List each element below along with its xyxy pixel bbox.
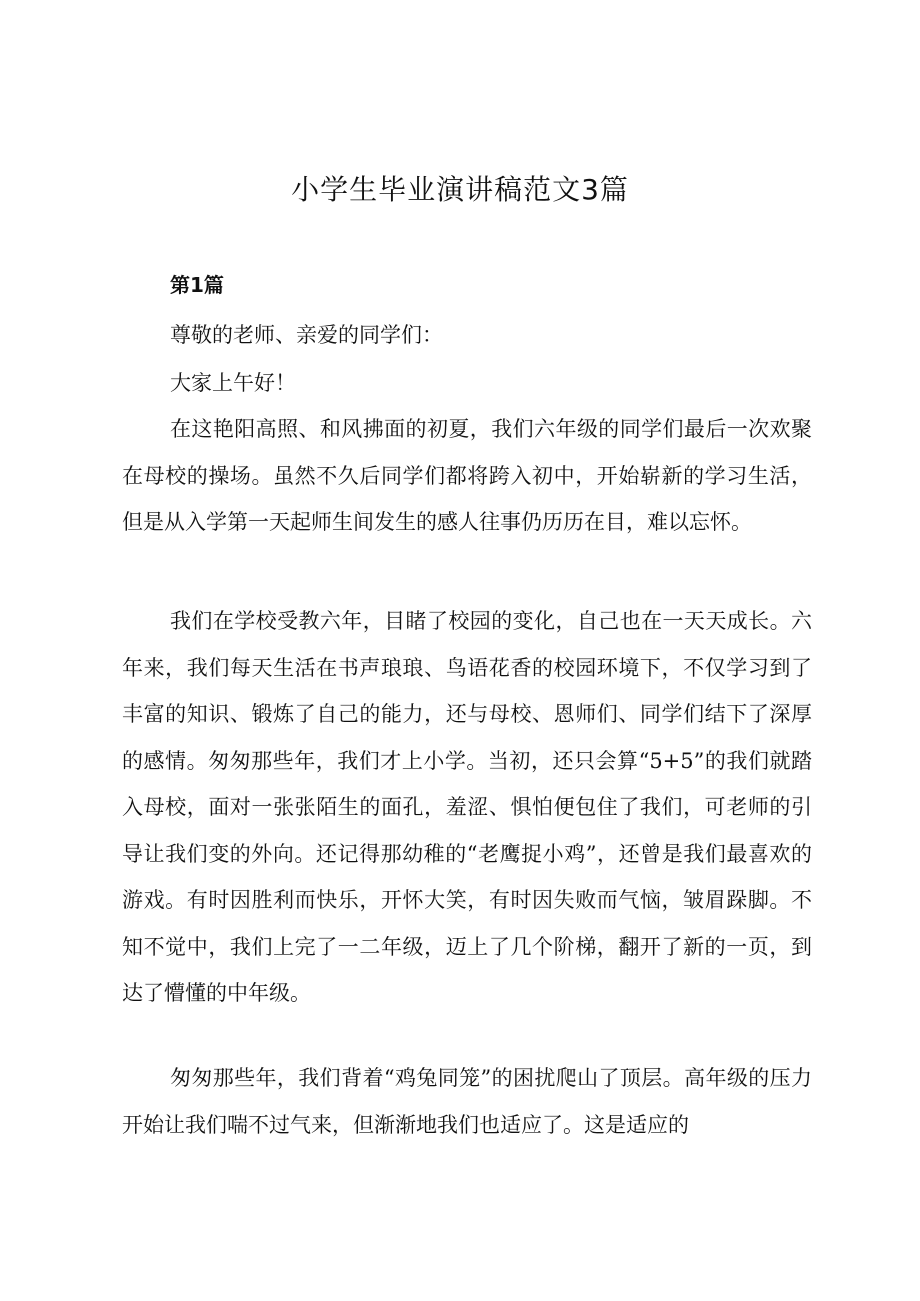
salutation: 尊敬的老师、亲爱的同学们： — [170, 323, 443, 347]
paragraph: 匆匆那些年，我们背着“鸡兔同笼”的困扰爬山了顶层。高年级的压力开始让我们喘不过气来，但渐渐地我们也适应了。这是适应的 — [122, 1066, 812, 1137]
greeting: 大家上午好！ — [170, 371, 296, 395]
document-title: 小学生毕业演讲稿范文3篇 — [291, 173, 629, 206]
paragraph: 在这艳阳高照、和风拂面的初夏，我们六年级的同学们最后一次欢聚在母校的操场。虽然不久后同学们都将跨入初中，开始崭新的学习生活，但是从入学第一天起师生间发生的感人往事仍历历在目，难以忘怀。 — [122, 417, 812, 534]
paragraph: 我们在学校受教六年，目睹了校园的变化，自己也在一天天成长。六年来，我们每天生活在书声琅琅、鸟语花香的校园环境下，不仅学习到了丰富的知识、锻炼了自己的能力，还与母校、恩师们、同学们结下了深厚的感情。匆匆那些年，我们才上小学。当初，还只会算“5+5”的我们就踏入母校，面对一张张陌生的面孔，羞涩、惧怕便包住了我们，可老师的引导让我们变的外向。还记得那幼稚的“老鹰捉小鸡”，还曾是我们最喜欢的游戏。有时因胜利而快乐，开怀大笑，有时因失败而气恼，皱眉跺脚。不知不觉中，我们上完了一二年级，迈上了几个阶梯，翻开了新的一页，到达了懵懂的中年级。 — [122, 609, 812, 1005]
section-heading: 第1篇 — [170, 273, 224, 297]
